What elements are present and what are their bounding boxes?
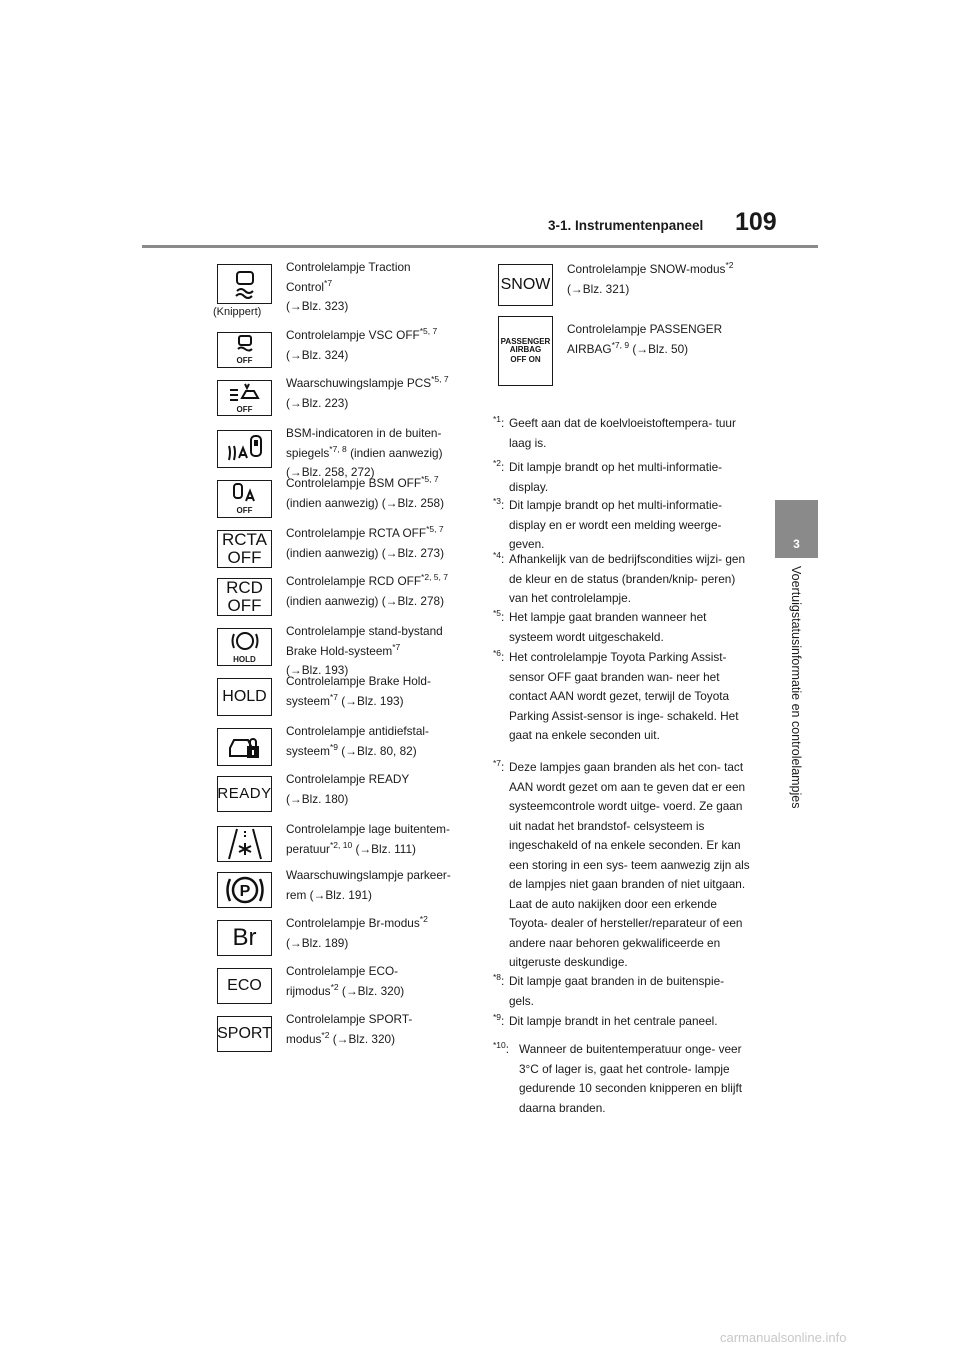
- rcta-off-icon: RCTA OFF: [217, 530, 272, 568]
- footnote: [493, 458, 751, 497]
- footnote: [493, 608, 751, 647]
- footnote-ref: *5, 7: [426, 524, 444, 535]
- header-rule: [142, 245, 818, 248]
- footnote-ref: *2, 5, 7: [421, 572, 448, 583]
- snow-mode-icon: SNOW: [498, 264, 553, 306]
- indicator-text: systeem: [286, 693, 330, 708]
- footnote-ref: *5, 7: [431, 374, 449, 385]
- footnote: [493, 1040, 751, 1118]
- footnote: [493, 1012, 751, 1032]
- indicator-text: Controlelampje RCD OFF: [286, 574, 422, 588]
- page-reference: (indien aanwezig) (→Blz. 273): [286, 545, 445, 560]
- page-reference: (→Blz. 189): [286, 935, 349, 950]
- indicator-text: (→Blz. 320): [338, 983, 405, 998]
- indicator-text: Controlelampje SNOW-modus: [567, 262, 726, 276]
- footnote-ref: *2: [321, 1029, 330, 1040]
- traction-control-icon: [217, 264, 272, 304]
- footnote-ref: *2: [419, 914, 428, 925]
- indicator-text: (→Blz. 50): [629, 341, 689, 356]
- footnote-text: Dit lampje brandt in het centrale paneel.: [509, 1014, 718, 1028]
- vsc-off-icon: [217, 332, 272, 368]
- footnote-ref: *7: [324, 277, 333, 288]
- indicator-text: rem (→Blz. 191): [286, 887, 372, 902]
- parking-brake-icon: [217, 872, 272, 908]
- footnote-ref: *7: [329, 691, 338, 702]
- footnote-text: Dit lampje gaat branden in de buitenspie- gels.: [509, 974, 725, 1008]
- footnote-mark: $^{*5}$:: [493, 608, 505, 624]
- page-reference: (indien aanwezig) (→Blz. 278): [286, 593, 445, 608]
- svg-text:P: P: [239, 883, 250, 900]
- page-reference: (→Blz. 193): [286, 663, 349, 677]
- footnote: [493, 496, 751, 555]
- icon-caption: (Knippert): [213, 306, 262, 318]
- eco-mode-icon: ECO: [217, 968, 272, 1004]
- indicator-text: Controlelampje RCTA OFF: [286, 526, 427, 540]
- footnote-text: Het lampje gaat branden wanneer het systeem wordt uitgeschakeld.: [509, 610, 707, 644]
- bsm-off-icon: [217, 480, 272, 518]
- indicator-text: spiegels: [286, 445, 330, 460]
- footnote-ref: *2: [330, 981, 339, 992]
- footnote-mark: $^{*9}$:: [493, 1012, 505, 1028]
- indicator-text: Controlelampje Traction: [286, 260, 411, 274]
- footnote-text: Dit lampje brandt op het multi-informatie- display en er wordt een melding weerge- geven.: [509, 498, 723, 551]
- page-reference: (indien aanwezig) (→Blz. 258): [286, 495, 445, 510]
- footnote-mark: $^{*8}$:: [493, 972, 505, 988]
- brake-hold-icon: HOLD: [217, 678, 272, 716]
- pcs-warning-icon: [217, 380, 272, 416]
- footnote-ref: *5, 7: [419, 326, 438, 337]
- page-reference: (→Blz. 258, 272): [286, 465, 375, 479]
- indicator-text: Controlelampje PASSENGER: [567, 322, 723, 336]
- page-reference: (→Blz. 321): [567, 281, 630, 296]
- footnote-mark: $^{*7}$:: [493, 758, 505, 774]
- indicator-text: Controlelampje ECO-: [286, 964, 399, 978]
- footnote-text: Afhankelijk van de bedrijfscondities wijzi- gen de kleur en de status (branden/knip- peren) van het controlelampje.: [509, 552, 746, 605]
- indicator-text: Controlelampje READY: [286, 772, 410, 786]
- page-number: 109: [735, 208, 777, 236]
- footnote-text: Deze lampjes gaan branden als het con- tact AAN wordt gezet om aan te geven dat er een systeemcontrole wordt uitge- voerd. Ze gaan uit nadat het brandstof- celsysteem is ingeschakeld of na enkele seconden. Er kan een storing in een sys- teem aanwezig zijn als de lampjes niet gaan branden of niet uitgaan. Laat de auto nakijken door een erkende Toyota- dealer of hersteller/reparateur of een andere naar behoren gekwalificeerde en uitgeruste deskundige.: [509, 760, 750, 969]
- indicator-text: Controlelampje Brake Hold-: [286, 674, 431, 688]
- icon-label: HOLD: [233, 655, 256, 664]
- indicator-text: Controlelampje BSM OFF: [286, 476, 422, 490]
- indicator-text: Control: [286, 279, 325, 294]
- icon-label: OFF ON: [510, 355, 541, 365]
- page-reference: (→Blz. 323): [286, 299, 349, 313]
- indicator-text: AIRBAG: [567, 341, 612, 356]
- indicator-text: Controlelampje lage buitentem-: [286, 822, 450, 836]
- footnote-text: Geeft aan dat de koelvloeistoftempera- tuur laag is.: [509, 416, 736, 450]
- indicator-text: (→Blz. 111): [352, 841, 416, 856]
- indicator-text: Controlelampje stand-bystand: [286, 624, 443, 638]
- footnote-mark: $^{*2}$:: [493, 458, 505, 474]
- sport-mode-icon: SPORT: [217, 1016, 272, 1052]
- indicator-text: Brake Hold-systeem: [286, 643, 393, 658]
- watermark: carmanualsonline.info: [720, 1330, 847, 1345]
- low-outside-temp-icon: [217, 826, 272, 862]
- indicator-text: peratuur: [286, 841, 330, 856]
- indicator-text: Controlelampje SPORT-: [286, 1012, 413, 1026]
- footnote-mark: $^{*10}$:: [493, 1040, 510, 1056]
- footnote-ref: *9: [329, 741, 338, 752]
- footnote-ref: *5, 7: [421, 474, 439, 485]
- footnote: [493, 648, 751, 746]
- icon-label: OFF: [236, 356, 253, 365]
- indicator-text: Waarschuwingslampje PCS: [286, 376, 432, 390]
- indicator-text: (→Blz. 193): [337, 693, 404, 708]
- indicator-text: modus: [286, 1031, 322, 1046]
- footnote-mark: $^{*1}$:: [493, 414, 505, 430]
- footnote-ref: *7, 8: [329, 443, 347, 454]
- footnote: [493, 758, 751, 973]
- footnote-text: Wanneer de buitentemperatuur onge- veer 3°C of lager is, gaat het controle- lampje gedurende 10 seconden knipperen en blijft daarna branden.: [519, 1042, 743, 1115]
- rcd-off-icon: RCD OFF: [217, 578, 272, 616]
- footnote-ref: *7: [392, 641, 401, 652]
- anti-theft-icon: [217, 728, 272, 766]
- chapter-tab: 3: [775, 500, 818, 558]
- footnote-ref: *2: [725, 260, 734, 271]
- page-reference: (→Blz. 324): [286, 347, 349, 362]
- indicator-text: Waarschuwingslampje parkeer-: [286, 868, 451, 882]
- footnote: [493, 414, 751, 453]
- indicator-text: Controlelampje VSC OFF: [286, 328, 420, 342]
- bsm-indicator-icon: [217, 430, 272, 468]
- indicator-text: BSM-indicatoren in de buiten-: [286, 426, 442, 440]
- section-title: 3-1. Instrumentenpaneel: [548, 218, 704, 233]
- footnote-ref: *7, 9: [611, 339, 630, 350]
- footnote-ref: *2, 10: [329, 839, 353, 850]
- indicator-text: (→Blz. 320): [329, 1031, 396, 1046]
- indicator-text: (→Blz. 80, 82): [337, 743, 417, 758]
- icon-label: OFF: [236, 405, 253, 414]
- indicator-text: (indien aanwezig): [346, 445, 443, 460]
- footnote-mark: $^{*6}$:: [493, 648, 505, 664]
- page-reference: (→Blz. 223): [286, 395, 349, 410]
- footnote-text: Dit lampje brandt op het multi-informatie- display.: [509, 460, 723, 494]
- indicator-text: rijmodus: [286, 983, 331, 998]
- ready-icon: READY: [217, 776, 272, 812]
- indicator-text: Controlelampje antidiefstal-: [286, 724, 429, 738]
- footnote-mark: $^{*4}$:: [493, 550, 505, 566]
- footnote-mark: $^{*3}$:: [493, 496, 505, 512]
- footnote: [493, 972, 751, 1011]
- indicator-text: systeem: [286, 743, 330, 758]
- passenger-airbag-icon: PASSENGER AIRBAG OFF ON: [498, 316, 553, 386]
- footnote: [493, 550, 751, 609]
- footnote-text: Het controlelampje Toyota Parking Assist-sensor OFF gaat branden wan- neer het contact AAN wordt gezet, terwijl de Toyota Parking Assist-sensor is inge- schakeld. Het gaat na enkele seconden uit.: [509, 650, 739, 742]
- icon-label: OFF: [236, 506, 253, 515]
- brake-hold-standby-icon: [217, 628, 272, 666]
- chapter-label: Voertuigstatusinformatie en controlelampjes: [789, 566, 803, 809]
- indicator-text: Controlelampje Br-modus: [286, 916, 420, 930]
- page-reference: (→Blz. 180): [286, 791, 349, 806]
- br-mode-icon: Br: [217, 920, 272, 956]
